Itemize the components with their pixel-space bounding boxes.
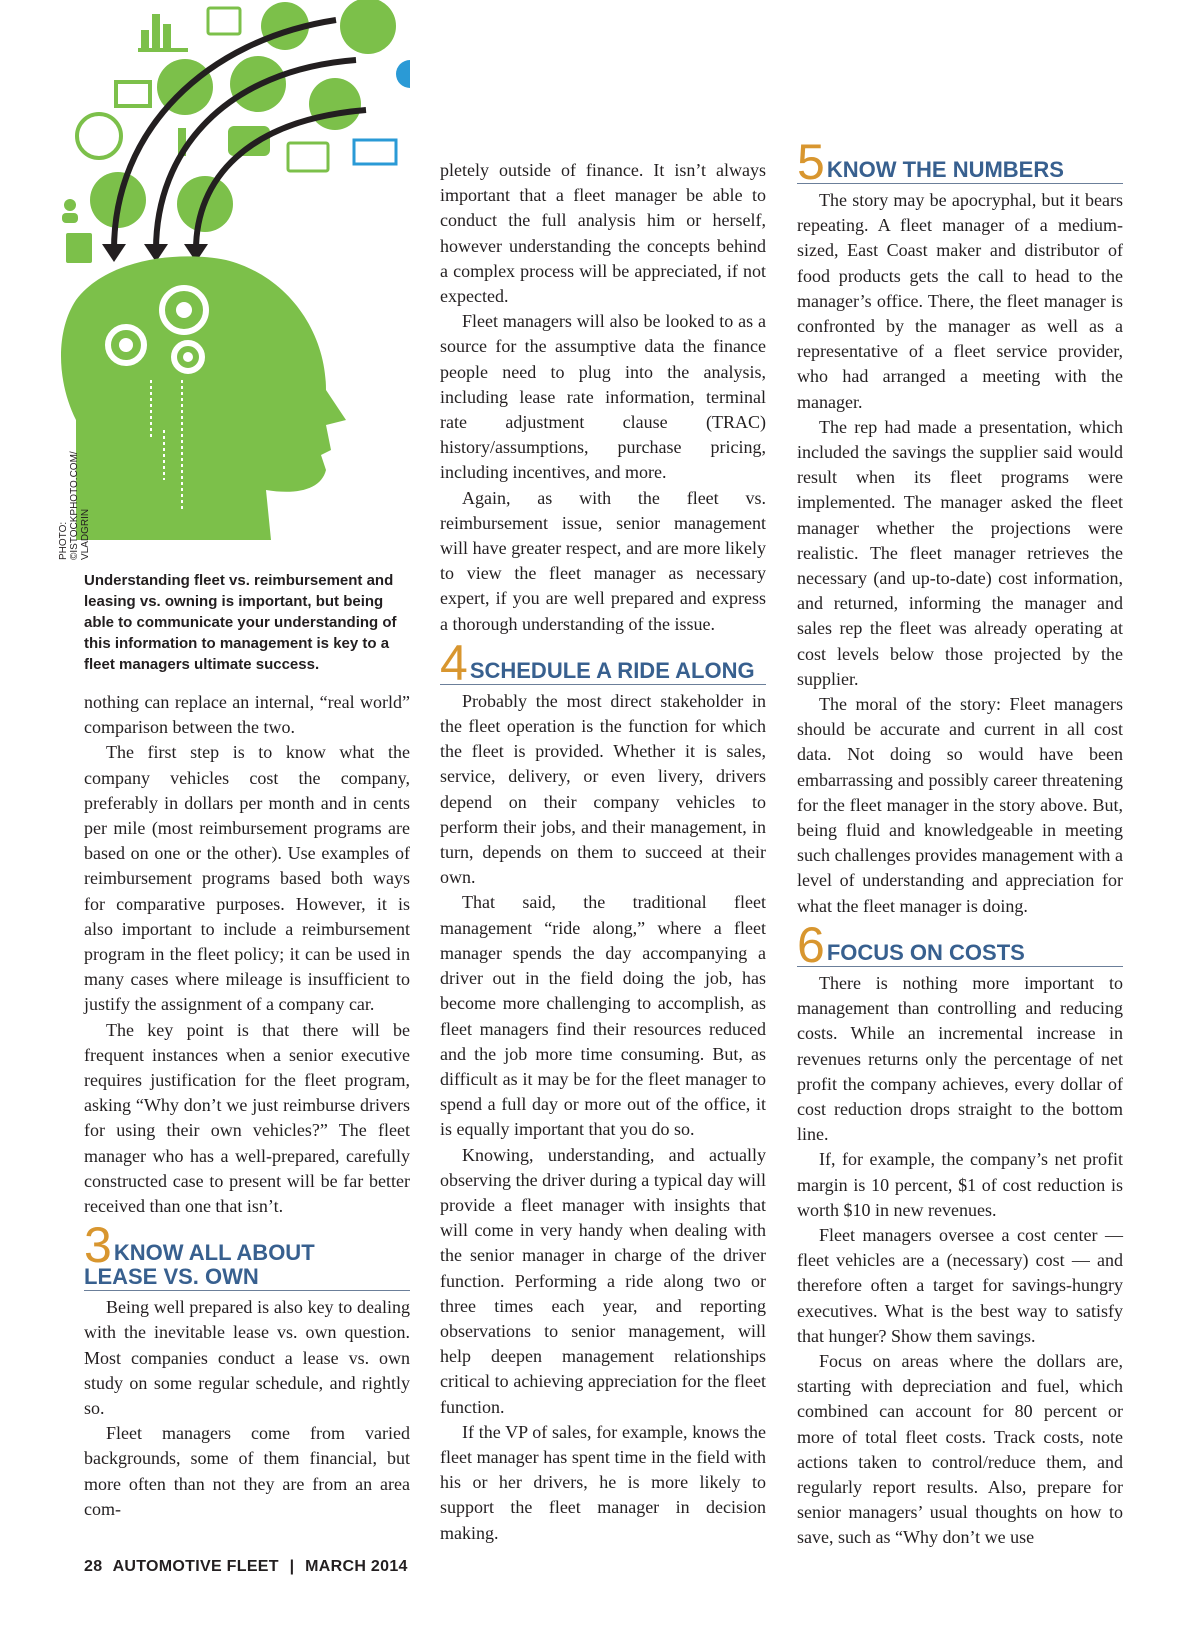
globe-icon	[77, 114, 121, 158]
column-2	[440, 158, 766, 1546]
email-send-icon	[354, 140, 396, 164]
page-footer	[84, 1558, 414, 1576]
photo-credit	[58, 440, 91, 560]
section-5-heading	[797, 134, 1123, 190]
issue-date: MARCH 2014	[305, 1558, 408, 1575]
paragraph: The key point is that there will be frequent instances when a senior executive requires justification for the fleet program, asking “Why don’t we just reimburse drivers for using their own vehicles?” The fleet manager who has a well-prepared, carefully constructed case to present will be far better received than one that isn’t.	[84, 1019, 410, 1217]
section-number: 4	[440, 634, 468, 691]
credit-line: ©ISTOCKPHOTO.COM/	[69, 451, 80, 560]
paragraph: Fleet managers will also be looked to as a source for the assumptive data the finance people need to plug into the analysis, including lease rate information, terminal rate adjustment clause (TRAC) history/assumptions, purchase pricing, including incentives, and more.	[440, 311, 766, 483]
section-3-heading	[84, 1217, 410, 1291]
paragraph: The rep had made a presentation, which included the savings the supplier said would result when its fleet programs were implemented. The manager asked the fleet manager whether the projections were realistic. The fleet manager retrieves the necessary (and up-to-date) cost information, and returned, informing the manager and sales rep the fleet was already operating at cost levels below those projected by the supplier.	[797, 416, 1123, 689]
paragraph: Focus on areas where the dollars are, starting with depreciation and fuel, which combined can account for 80 percent or more of total fleet costs. Track costs, note actions taken to control/reduce them, and regularly report results. Also, prepare for senior managers’ usual thoughts on how to save, such as “Why don’t we use	[797, 1350, 1123, 1548]
credit-line: PHOTO:	[58, 521, 69, 560]
paragraph: If, for example, the company’s net profit margin is 10 percent, $1 of cost reduction is worth $10 in new revenues.	[797, 1149, 1123, 1220]
form-icon	[208, 8, 240, 34]
paragraph: The moral of the story: Fleet managers should be accurate and current in all cost data. Not doing so would have been embarrassing and possibly career threatening for the fleet manager in the story above. But, being fluid and knowledgeable in meeting such challenges provides management with a level of understanding and appreciation for what the fleet manager is doing.	[797, 694, 1123, 916]
paragraph: There is nothing more important to management than controlling and reducing costs. While an incremental increase in revenues returns only the percentage of net profit the company achieves, every dollar of cost reduction drops straight to the bottom line.	[797, 972, 1123, 1145]
paragraph: The first step is to know what the company vehicles cost the company, preferably in dollars per month and in cents per mile (most reimbursement programs are based on one or the other). Use examples of reimbursement programs based both ways for comparative purposes. However, it is also important to include a reimbursement program in the fleet policy; it can be used in many cases where mileage is insufficient to justify the assignment of a company car.	[84, 742, 410, 1015]
column-1	[84, 690, 410, 1522]
paragraph: Being well prepared is also key to dealing with the inevitable lease vs. own question. Most companies conduct a lease vs. own study on some regular schedule, and rightly so.	[84, 1297, 410, 1419]
paragraph: Probably the most direct stakeholder in the fleet operation is the function for which the fleet is provided. Whether it is sales, service, delivery, or even livery, drivers depend on their company vehicles to perform their jobs, and their management, in turn, depends on them to succeed at their own.	[440, 690, 766, 888]
credit-line: VLADGRIN	[80, 508, 91, 560]
section-title: KNOW ALL ABOUT	[113, 1240, 315, 1266]
image-caption: Understanding fleet vs. reimbursement and leasing vs. owning is important, but being able to communicate your understanding of this information to management is key to a fleet managers ultimate success.	[84, 572, 397, 673]
paragraph: Again, as with the fleet vs. reimbursement issue, senior management will have greater respect, and are more likely to view the fleet manager as necessary expert, if you are well prepared and express a thorough understanding of the issue.	[440, 487, 766, 634]
page-number: 28	[84, 1558, 103, 1575]
org-chart-icon	[116, 82, 150, 106]
section-title-line2: LEASE VS. OWN	[84, 1264, 259, 1290]
footer-separator: |	[289, 1558, 295, 1575]
mail-icon	[340, 0, 396, 54]
section-number: 3	[84, 1217, 112, 1274]
paragraph: If the VP of sales, for example, knows the fleet manager has spent time in the field with his or her drivers, he is more likely to support the fleet manager in decision making.	[440, 1421, 766, 1543]
user-icon	[64, 199, 76, 211]
head-gears-illustration	[56, 0, 410, 560]
section-6-heading	[797, 916, 1123, 973]
paragraph: Fleet managers come from varied backgrounds, some of them financial, but more often than not they are from an area com-	[84, 1423, 410, 1519]
paragraph: Fleet managers oversee a cost center — fleet vehicles are a (necessary) cost — and therefore often a target for savings-hungry executives. What is the best way to satisfy that hunger? Show them savings.	[797, 1224, 1123, 1346]
paragraph: pletely outside of finance. It isn’t always important that a fleet manager be able to conduct the full analysis him or herself, however understanding the concepts behind a complex process will be appreciated, if not expected.	[440, 160, 766, 307]
paragraph: That said, the traditional fleet management “ride along,” where a fleet manager spends the day accompanying a driver out in the field doing the job, has become more challenging to accomplish, as fleet managers find their resources reduced and the job more time consuming. But, as difficult as it may be for the fleet manager to spend a full day or more out of the office, it is equally important that you do so.	[440, 892, 766, 1140]
section-number: 6	[797, 916, 825, 973]
section-4-heading	[440, 634, 766, 691]
settings-icon	[288, 143, 328, 171]
section-title: FOCUS ON COSTS	[826, 939, 1025, 965]
section-number: 5	[797, 134, 825, 190]
paragraph: Knowing, understanding, and actually observing the driver during a typical day will provide a fleet manager with insights that will come in very handy when dealing with the senior manager in charge of the driver function. Performing a ride along two or three times each year, and reporting observations to senior management, will help deepen management relationships critical to achieving appreciation for the fleet function.	[440, 1144, 766, 1417]
document-icon	[66, 233, 92, 263]
dollar-gear-icon	[309, 78, 361, 130]
column-3	[797, 136, 1123, 1551]
section-title: SCHEDULE A RIDE ALONG	[469, 657, 755, 683]
section-title: KNOW THE NUMBERS	[826, 157, 1064, 182]
paragraph: The story may be apocryphal, but it bears repeating. A fleet manager of a medium-sized, East Coast maker and distributor of food products gets the call to head to the manager’s office. There, the fleet manager is confronted by the manager as well as a representative of a fleet service provider, who had arranged a meeting with the manager.	[797, 190, 1123, 412]
paragraph: nothing can replace an internal, “real world” comparison between the two.	[84, 692, 410, 738]
magazine-name: AUTOMOTIVE FLEET	[112, 1558, 279, 1575]
